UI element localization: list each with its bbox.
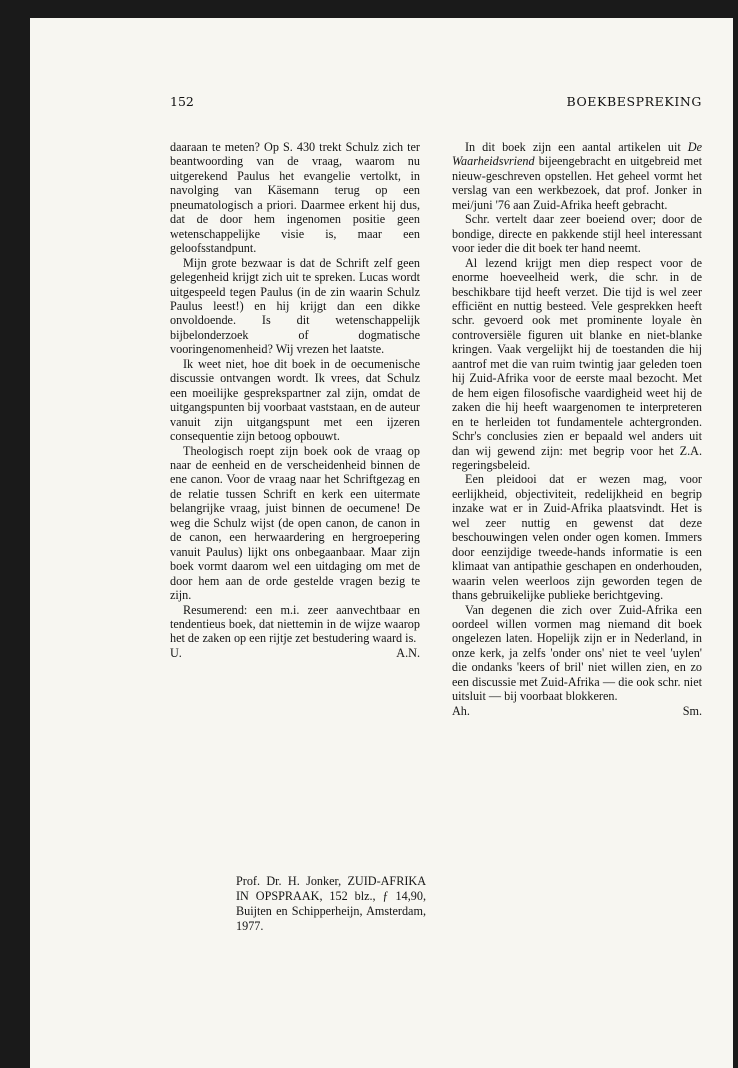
paragraph: Theologisch roept zijn boek ook de vraag op naar de eenheid en de verscheidenheid binnen de ene canon. Voor de vraag naar het Schriftgezag en de relatie tussen Schrift en kerk een uitermate belangrijke vraag, juist binnen de oecumene! De weg die Schulz wijst (de open canon, de canon in de canon, een herwaardering en hergroepering vanuit Paulus) lijkt ons onbegaanbaar. Maar zijn boek vormt daarom wel een uitdaging om met de door hem aan de orde gestelde vragen bezig te zijn. [170, 443, 420, 603]
reviewer-initials: A.N. [396, 645, 420, 660]
signoff-initial: Ah. [452, 703, 470, 718]
review-signoff [452, 704, 702, 718]
journal-page [30, 18, 733, 1068]
paragraph: Schr. vertelt daar zeer boeiend over; door de bondige, directe en pakkende stijl heel interessant voor ieder die dit boek ter hand neemt. [452, 212, 702, 256]
page-number: 152 [170, 94, 194, 109]
section-title: BOEKBESPREKING [566, 94, 702, 109]
paragraph [452, 140, 702, 212]
review-signoff [170, 646, 420, 660]
paragraph: Van degenen die zich over Zuid-Afrika een oordeel willen vormen mag niemand dit boek ongelezen laten. Hopelijk zijn er in Nederland, in onze kerk, ja zelfs 'onder ons' niet te veel 'uylen' die ondanks 'keers of bril' niet willen zien, en zo een discussie met Zuid-Afrika — die ook schr. niet uitsluit — bij voorbaat blokkeren. [452, 602, 702, 704]
paragraph: Ik weet niet, hoe dit boek in de oecumenische discussie ontvangen wordt. Ik vrees, dat Schulz een moeilijke gesprekspartner zal zijn, omdat de uitgangspunten bij voorbaat vaststaan, en de auteur vanuit zijn uitgangspunt met een ijzeren consequentie zijn betoog opbouwt. [170, 356, 420, 444]
signoff-initial: U. [170, 645, 182, 660]
book-citation [236, 874, 426, 934]
paragraph: Resumerend: een m.i. zeer aanvechtbaar en tendentieus boek, dat niettemin in de wijze waarop het de zaken op een rijtje zet bestudering waard is. [170, 602, 420, 646]
paragraph: daaraan te meten? Op S. 430 trekt Schulz zich ter beantwoording van de vraag, waarom nu uitgerekend Paulus het evangelie vertolkt, in navolging van Käsemann terug op een pneumatologisch a priori. Daarmee erkent hij dus, dat de door hem ingenomen positie geen wetenschappelijke visie is, maar een geloofsstandpunt. [170, 140, 420, 256]
paragraph: Een pleidooi dat er wezen mag, voor eerlijkheid, objectiviteit, redelijkheid en begrip inzake wat er in Zuid-Afrika plaatsvindt. Het is wel zeer nuttig en gewenst dat deze beschouwingen velen onder ogen komen. Immers door eenzijdige tweede-hands informatie is een klimaat van antipathie geschapen en onderhouden, waarin velen weerloos zijn geworden tegen de thans gebruikelijke publieke berichtgeving. [452, 472, 702, 603]
reviewer-initials: Sm. [682, 703, 702, 718]
citation-text: Prof. Dr. H. Jonker, ZUID-AFRIKA IN OPSPRAAK, 152 blz., ƒ 14,90, Buijten en Schipperheijn, Amsterdam, 1977. [236, 874, 426, 933]
paragraph-text: bijeengebracht en uitgebreid met nieuw-geschreven opstellen. Het geheel vormt het verslag van een werkbezoek, dat prof. Jonker in mei/juni '76 aan Zuid-Afrika heeft gebracht. [452, 154, 702, 212]
page-header [170, 94, 702, 114]
paragraph: Al lezend krijgt men diep respect voor de enorme hoeveelheid werk, die schr. in de beschikbare tijd heeft verzet. Die tijd is wel zeer efficiënt en nuttig besteed. Vele gesprekken heeft schr. gevoerd ook met prominente loyale èn controversiële figuren uit blanke en niet-blanke kringen. Vaak vergelijkt hij de toestanden die hij aantrof met die van ruim twintig jaar geleden toen hij Zuid-Afrika voor de eerste maal bezocht. Met de hem eigen filosofische vaardigheid weet hij de zaken die hij heeft waargenomen te interpreteren en te herleiden tot fundamentele achtergronden. Schr's conclusies zien er bepaald wel anders uit dan wij gewend zijn: met begrip voor het Z.A. regeringsbeleid. [452, 255, 702, 472]
italic-title: De Waarheidsvriend [452, 140, 702, 169]
left-column [170, 140, 420, 660]
paragraph: Mijn grote bezwaar is dat de Schrift zelf geen gelegenheid krijgt zich uit te spreken. Lucas wordt uitgespeeld tegen Paulus (in de zin waarin Schulz Paulus leest!) en hij krijgt dan een dikke onvoldoende. Is dit wetenschappelijk bijbelonderzoek of dogmatische vooringenomenheid? Wij vrezen het laatste. [170, 255, 420, 357]
right-column [452, 140, 702, 718]
paragraph-text: In dit boek zijn een aantal artikelen uit [465, 140, 688, 154]
